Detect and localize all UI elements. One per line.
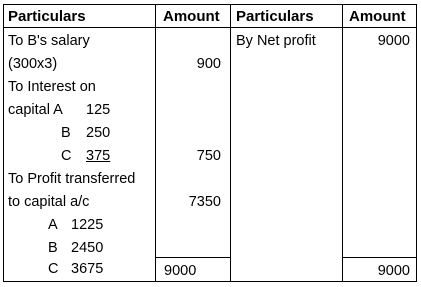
interest-amount: 750 bbox=[196, 148, 221, 164]
interest-a-label: capital A bbox=[8, 102, 63, 118]
header-divider bbox=[4, 27, 416, 28]
credit-total: 9000 bbox=[377, 263, 410, 279]
column-divider bbox=[155, 5, 156, 281]
salary-amount: 900 bbox=[196, 56, 221, 72]
net-profit-label: By Net profit bbox=[236, 33, 316, 49]
interest-b-value: 250 bbox=[86, 125, 111, 141]
profit-a-value: 1225 bbox=[71, 217, 104, 233]
profit-a-label: A bbox=[48, 217, 58, 233]
header-debit-amount: Amount bbox=[163, 8, 220, 25]
interest-c-label: C bbox=[61, 148, 72, 164]
profit-loss-appropriation-table bbox=[3, 4, 417, 282]
profit-line-1: To Profit transferred bbox=[8, 171, 136, 187]
salary-line-2: (300x3) bbox=[8, 56, 58, 72]
profit-c-value: 3675 bbox=[71, 261, 104, 277]
profit-b-label: B bbox=[48, 240, 58, 256]
profit-c-label: C bbox=[48, 261, 59, 277]
interest-b-label: B bbox=[61, 125, 71, 141]
header-debit-particulars: Particulars bbox=[8, 8, 86, 25]
header-credit-particulars: Particulars bbox=[236, 8, 314, 25]
debit-total: 9000 bbox=[164, 263, 197, 279]
net-profit-amount: 9000 bbox=[377, 33, 410, 49]
interest-c-value: 375 bbox=[86, 148, 111, 164]
debit-total-line bbox=[155, 257, 230, 258]
profit-line-2: to capital a/c bbox=[8, 194, 90, 210]
credit-total-line bbox=[342, 257, 416, 258]
profit-b-value: 2450 bbox=[71, 240, 104, 256]
profit-amount: 7350 bbox=[188, 194, 221, 210]
column-divider bbox=[230, 5, 231, 281]
interest-line-1: To Interest on bbox=[8, 79, 96, 95]
interest-a-value: 125 bbox=[86, 102, 111, 118]
header-credit-amount: Amount bbox=[349, 8, 406, 25]
salary-line-1: To B's salary bbox=[8, 33, 90, 49]
